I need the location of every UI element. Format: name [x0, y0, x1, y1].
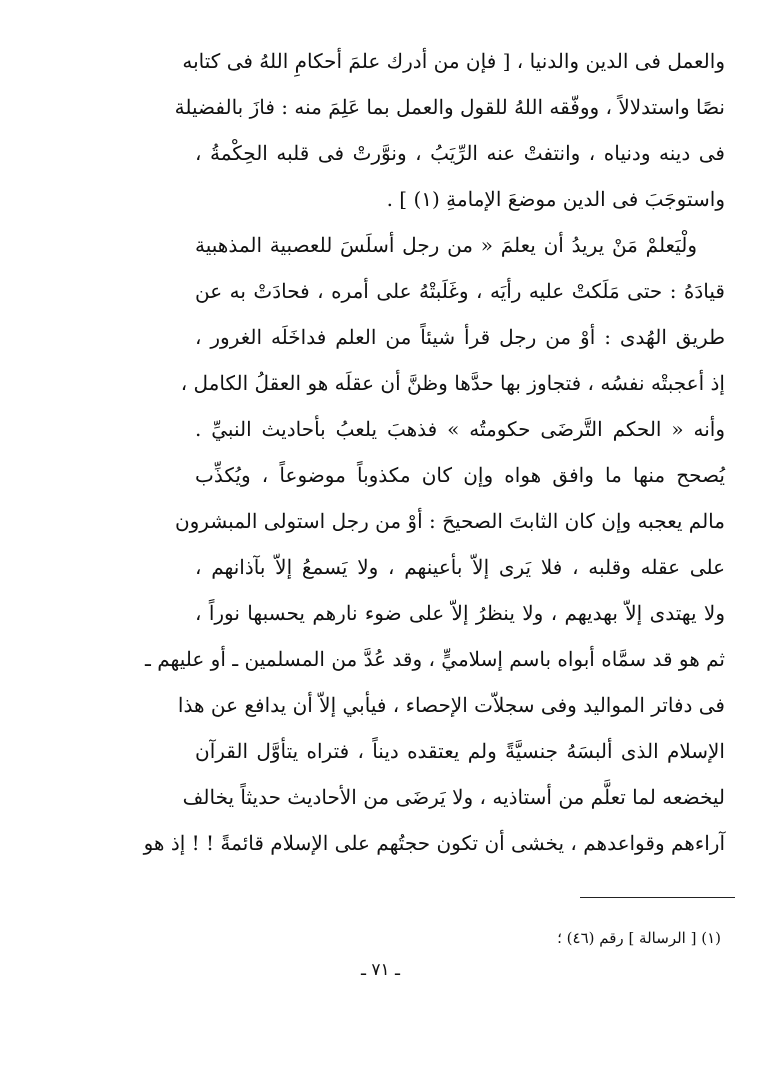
text-line: آراءهم وقواعدهم ، يخشى أن تكون حجتُهم على الإسلام قائمةً ! ! إذ هو: [143, 831, 725, 855]
text-line: مالم يعجبه وإن كان الثابتَ الصحيحَ : أوْ من رجل استولى المبشرون: [174, 509, 725, 533]
text-line: والعمل فى الدين والدنيا ، [ فإن من أدرك علمَ أحكامِ اللهُ فى كتابه: [182, 49, 725, 73]
text-line: ليخضعه لما تعلَّم من أستاذيه ، ولا يَرضَى من الأحاديث حديثاً يخالف: [182, 785, 725, 809]
text-line: قيادَهُ : حتى مَلَكتْ عليه رأيَه ، وغَلَبتْهُ على أمره ، فحادَتْ به عن: [195, 279, 725, 303]
text-line: إذ أعجبتْه نفسُه ، فتجاوز بها حدَّها وظنَّ أن عقلَه هو العقلُ الكامل ،: [180, 371, 725, 395]
text-line: يُصحح منها ما وافق هواه وإن كان مكذوباً موضوعاً ، ويُكذِّب: [195, 463, 725, 487]
body-text: [143, 38, 725, 866]
footnote-divider: [580, 897, 735, 898]
paragraph-start-line: ولْيَعلمْ مَنْ يريدُ أن يعلمَ « من رجل أسلَسَ للعصبية المذهبية: [195, 233, 697, 257]
text-line: ولا يهتدى إلاّ بهديهم ، ولا ينظرُ إلاّ على ضوء نارهم يحسبها نوراً ،: [195, 601, 725, 625]
text-line: نصًا واستدلالاً ، ووفّقه اللهُ للقول والعمل بما عَلِمَ منه : فازَ بالفضيلة: [174, 95, 725, 119]
text-line: فى دينه ودنياه ، وانتفتْ عنه الرِّيَبُ ، ونوَّرتْ فى قلبه الحِكْمةُ ،: [195, 141, 725, 165]
text-line: على عقله وقلبه ، فلا يَرى إلاّ بأعينهم ، ولا يَسمعُ إلاّ بآذانهم ،: [195, 555, 725, 579]
footnote: (١) [ الرسالة ] رقم (٤٦) ؛: [557, 929, 721, 947]
text-line: فى دفاتر المواليد وفى سجلاّت الإحصاء ، فيأبي إلاّ أن يدافع عن هذا: [177, 693, 725, 717]
text-line: طريق الهُدى : أوْ من رجل قرأ شيئاً من العلم فداخَلَه الغرور ،: [195, 325, 725, 349]
text-line: الإسلام الذى ألبسَهُ جنسيَّةً ولم يعتقده ديناً ، فتراه يتأوَّل القرآن: [195, 739, 725, 763]
page-number: ـ ٧١ ـ: [360, 960, 401, 980]
text-line: ثم هو قد سمَّاه أبواه باسم إسلاميٍّ ، وقد عُدَّ من المسلمين ـ أو عليهم ـ: [144, 647, 725, 671]
text-line: واستوجَبَ فى الدين موضعَ الإمامةِ (١) ] .: [386, 187, 725, 211]
text-line: وأنه « الحكم التَّرضَى حكومتُه » فذهبَ يلعبُ بأحاديث النبيِّ .: [195, 417, 725, 441]
